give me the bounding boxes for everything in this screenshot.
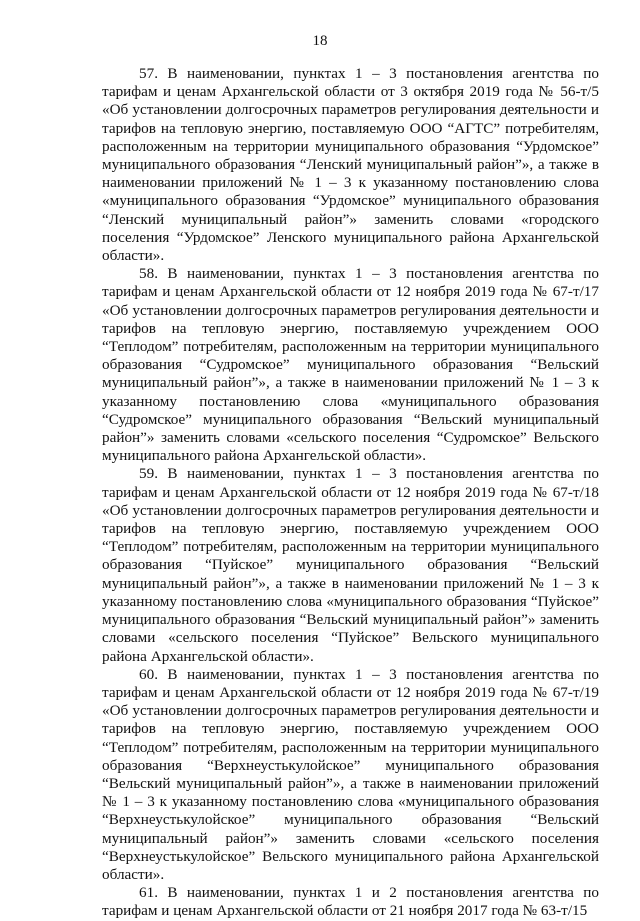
paragraph-59: 59. В наименовании, пунктах 1 – 3 постановления агентства по тарифам и ценам Архангельской области от 12 ноября 2019 года № 67-т/18 «Об установлении долгосрочных параметров регулирования деятельности и тарифов на тепловую энергию, поставляемую учреждением ООО “Теплодом” потребителям, расположенным на территории муниципального образования “Пуйское” муниципального образования “Вельский муниципальный район”», а также в наименовании приложений № 1 – 3 к указанному постановлению слова «муниципального образования “Пуйское” муниципального образования “Вельский муниципальный район”» заменить словами «сельского поселения “Пуйское” Вельского муниципального района Архангельской области». — [102, 465, 599, 665]
paragraph-58: 58. В наименовании, пунктах 1 – 3 постановления агентства по тарифам и ценам Архангельской области от 12 ноября 2019 года № 67-т/17 «Об установлении долгосрочных параметров регулирования деятельности и тарифов на тепловую энергию, поставляемую учреждением ООО “Теплодом” потребителям, расположенным на территории муниципального образования “Судромское” муниципального образования “Вельский муниципальный район”», а также в наименовании приложений № 1 – 3 к указанному постановлению слова «муниципального образования “Судромское” муниципального образования “Вельский муниципальный район”» заменить словами «сельского поселения “Судромское” Вельского муниципального района Архангельской области». — [102, 265, 599, 465]
page-number: 18 — [312, 33, 328, 49]
paragraph-60: 60. В наименовании, пунктах 1 – 3 постановления агентства по тарифам и ценам Архангельской области от 12 ноября 2019 года № 67-т/19 «Об установлении долгосрочных параметров регулирования деятельности и тарифов на тепловую энергию, поставляемую учреждением ООО “Теплодом” потребителям, расположенным на территории муниципального образования “Верхнеустькулойское” муниципального образования “Вельский муниципальный район”», а также в наименовании приложений № 1 – 3 к указанному постановлению слова «муниципального образования “Верхнеустькулойское” муниципального образования “Вельский муниципальный район”» заменить словами «сельского поселения “Верхнеустькулойское” Вельского муниципального района Архангельской области». — [102, 665, 599, 883]
document-body — [102, 65, 599, 921]
paragraph-57: 57. В наименовании, пунктах 1 – 3 постановления агентства по тарифам и ценам Архангельской области от 3 октября 2019 года № 56-т/5 «Об установлении долгосрочных параметров регулирования деятельности и тарифов на тепловую энергию, поставляемую ООО “АГТС” потребителям, расположенным на территории муниципального образования “Урдомское” муниципального образования “Ленский муниципальный район”», а также в наименовании приложений № 1 – 3 к указанному постановлению слова «муниципального образования “Урдомское” муниципального образования “Ленский муниципальный район”» заменить словами «городского поселения “Урдомское” Ленского муниципального района Архангельской области». — [102, 65, 599, 265]
paragraph-61: 61. В наименовании, пунктах 1 и 2 постановления агентства по тарифам и ценам Архангельской области от 21 ноября 2017 года № 63-т/15 — [102, 884, 599, 920]
